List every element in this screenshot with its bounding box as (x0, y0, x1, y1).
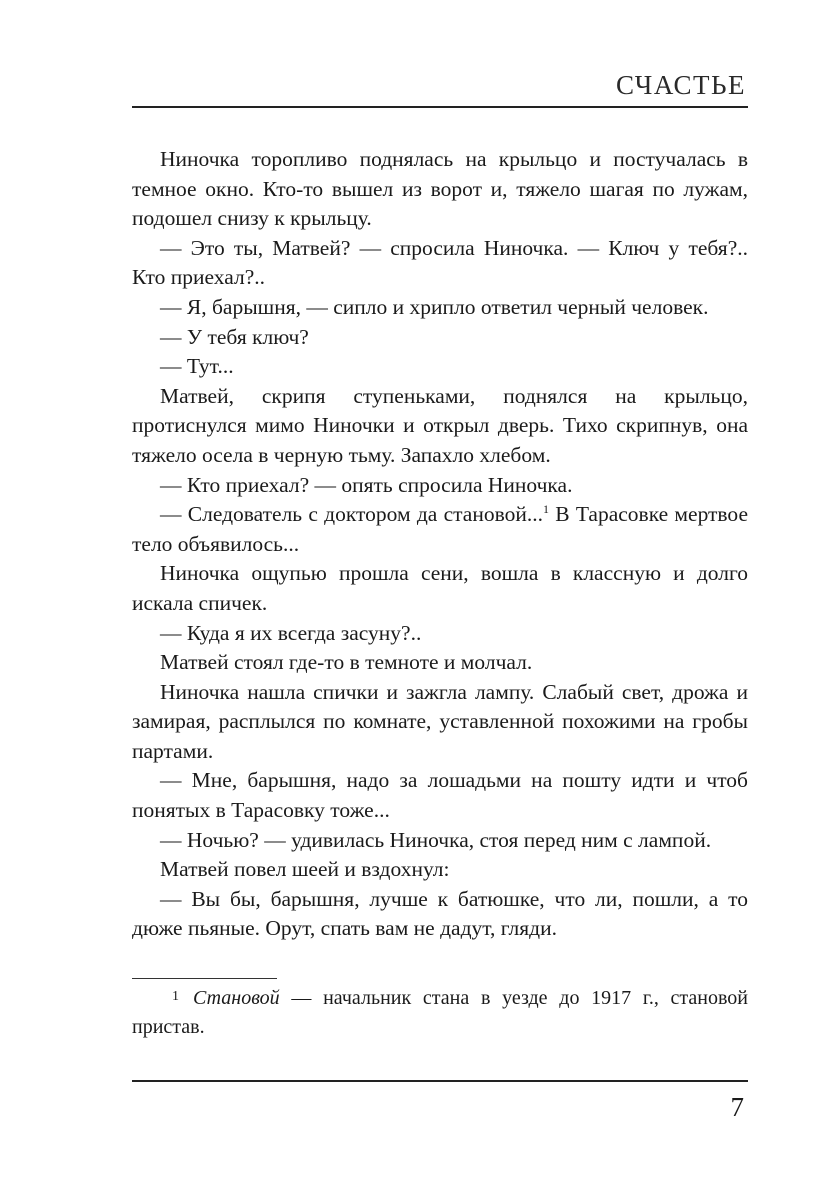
footnote-rule (132, 978, 277, 979)
body-text (132, 145, 748, 944)
paragraph: Ниночка торопливо поднялась на крыльцо и постучалась в темное окно. Кто-то вышел из ворот и, тяжело шагая по лужам, подошел снизу к крыльцу. (132, 147, 748, 231)
paragraph-text: В Тарасовке мертвое тело объявилось... (132, 502, 748, 556)
footnote-text: — начальник стана в уезде до 1917 г., становой пристав. (132, 987, 748, 1038)
footer-rule (132, 1080, 748, 1082)
footnote-number: 1 (172, 989, 179, 1004)
paragraph: — Тут... (160, 354, 234, 379)
paragraph: — Я, барышня, — сипло и хрипло ответил черный человек. (160, 294, 709, 319)
paragraph (132, 500, 748, 559)
paragraph: Ниночка нашла спички и зажгла лампу. Слабый свет, дрожа и замирая, расплылся по комнате, уставленной похожими на гробы партами. (132, 679, 748, 763)
paragraph: — Это ты, Матвей? — спросила Ниночка. — Ключ у тебя?.. Кто приехал?.. (132, 235, 748, 290)
paragraph: — Куда я их всегда засуну?.. (160, 620, 422, 645)
footnote-reference: 1 (542, 501, 549, 516)
paragraph: — Ночью? — удивилась Ниночка, стоя перед ним с лампой. (160, 827, 712, 852)
header-rule (132, 106, 748, 108)
paragraph: Матвей, скрипя ступеньками, поднялся на крыльцо, протиснулся мимо Ниночки и открыл дверь. Тихо скрипнув, она тяжело осела в черную тьму. Запахло хлебом. (132, 383, 748, 467)
paragraph: Матвей стоял где-то в темноте и молчал. (160, 650, 533, 675)
page-number: 7 (730, 1092, 744, 1122)
footnote (132, 983, 748, 1041)
paragraph: — Кто приехал? — опять спросила Ниночка. (160, 472, 573, 497)
running-head: СЧАСТЬЕ (615, 70, 746, 100)
paragraph: Матвей повел шеей и вздохнул: (160, 857, 450, 882)
paragraph: — Вы бы, барышня, лучше к батюшке, что ли, пошли, а то дюже пьяные. Орут, спать вам не дадут, гляди. (132, 886, 748, 941)
paragraph: — Мне, барышня, надо за лошадьми на пошту идти и чтоб понятых в Тарасовку тоже... (132, 768, 748, 823)
paragraph: — У тебя ключ? (160, 324, 309, 349)
footnote-term: Становой (193, 987, 280, 1009)
paragraph: Ниночка ощупью прошла сени, вошла в классную и долго искала спичек. (132, 561, 748, 615)
paragraph-text: — Следователь с доктором да становой... (160, 502, 543, 527)
